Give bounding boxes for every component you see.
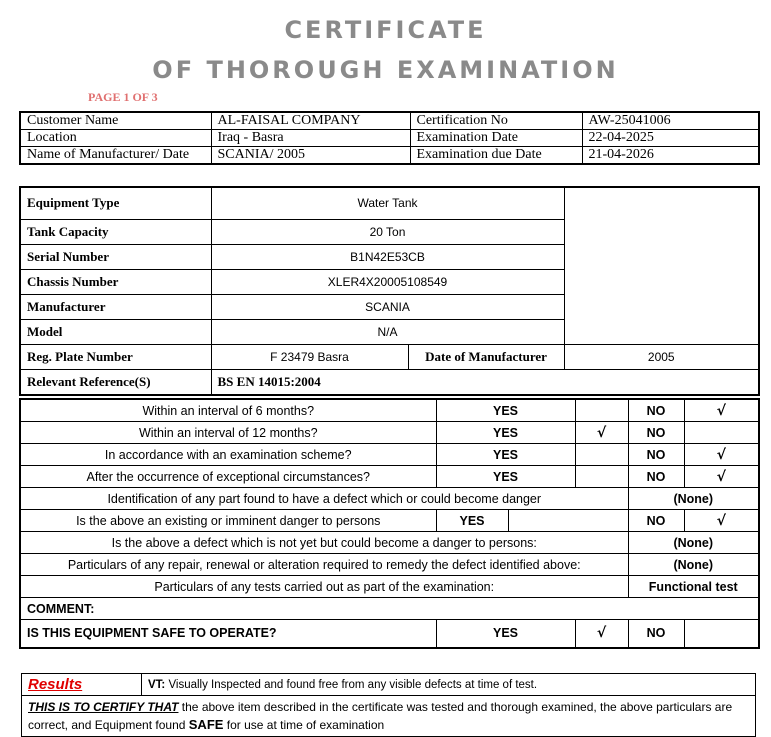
- none-value: (None): [628, 532, 759, 554]
- certification-statement: THIS IS TO CERTIFY THAT the above item described in the certificate was tested and thorough examined, the above particulars are correct, and Equipment found SAFE for use at time of examination: [22, 696, 756, 737]
- customer-name-label: Customer Name: [20, 112, 211, 130]
- tank-capacity: 20 Ton: [211, 219, 564, 244]
- equipment-table: [19, 186, 760, 396]
- comment-label: COMMENT:: [20, 598, 759, 620]
- no-label: NO: [628, 422, 684, 444]
- serial-number: B1N42E53CB: [211, 244, 564, 269]
- equipment-type-label: Equipment Type: [20, 187, 211, 219]
- question-repair-particulars: Particulars of any repair, renewal or alteration required to remedy the defect identified above:: [20, 554, 628, 576]
- yes-label: YES: [436, 620, 575, 648]
- manufacturer-date: SCANIA/ 2005: [211, 147, 410, 165]
- exam-date: 22-04-2025: [582, 130, 759, 147]
- relevant-reference-label: Relevant Reference(S): [20, 369, 211, 395]
- certificate-subtitle: OF THOROUGH EXAMINATION: [152, 56, 619, 84]
- date-of-manufacture: 2005: [564, 344, 759, 369]
- question-future-danger: Is the above a defect which is not yet but could become a danger to persons:: [20, 532, 628, 554]
- check-mark: √: [684, 444, 759, 466]
- yes-box: [575, 444, 628, 466]
- reg-plate: F 23479 Basra: [211, 344, 408, 369]
- tank-capacity-label: Tank Capacity: [20, 219, 211, 244]
- due-date: 21-04-2026: [582, 147, 759, 165]
- serial-number-label: Serial Number: [20, 244, 211, 269]
- examination-questions-table: [19, 398, 760, 649]
- certificate-title: CERTIFICATE: [284, 16, 487, 44]
- yes-box: [508, 510, 628, 532]
- none-value: (None): [628, 488, 759, 510]
- equipment-type: Water Tank: [211, 187, 564, 219]
- vt-result: VT: Visually Inspected and found free from any visible defects at time of test.: [142, 674, 756, 696]
- question-defect-identification: Identification of any part found to have a defect which or could become danger: [20, 488, 628, 510]
- manufacturer-name: SCANIA: [211, 294, 564, 319]
- check-mark: √: [684, 466, 759, 488]
- reg-plate-label: Reg. Plate Number: [20, 344, 211, 369]
- date-of-manufacture-label: Date of Manufacturer: [408, 344, 564, 369]
- yes-label: YES: [436, 466, 575, 488]
- no-box: [684, 620, 759, 648]
- yes-label: YES: [436, 399, 575, 422]
- question-exam-scheme: In accordance with an examination scheme?: [20, 444, 436, 466]
- check-mark: √: [684, 510, 759, 532]
- yes-box: [575, 466, 628, 488]
- model-label: Model: [20, 319, 211, 344]
- yes-label: YES: [436, 444, 575, 466]
- due-date-label: Examination due Date: [410, 147, 582, 165]
- no-label: NO: [628, 620, 684, 648]
- no-box: [684, 422, 759, 444]
- results-label: Results: [22, 674, 142, 696]
- yes-box: [575, 399, 628, 422]
- none-value: (None): [628, 554, 759, 576]
- chassis-number-label: Chassis Number: [20, 269, 211, 294]
- chassis-number: XLER4X20005108549: [211, 269, 564, 294]
- check-mark: √: [575, 422, 628, 444]
- location-label: Location: [20, 130, 211, 147]
- yes-label: YES: [436, 422, 575, 444]
- check-mark: √: [575, 620, 628, 648]
- yes-label: YES: [436, 510, 508, 532]
- results-table: [21, 673, 756, 737]
- question-6-months: Within an interval of 6 months?: [20, 399, 436, 422]
- customer-name: AL-FAISAL COMPANY: [211, 112, 410, 130]
- manufacturer-label: Name of Manufacturer/ Date: [20, 147, 211, 165]
- no-label: NO: [628, 510, 684, 532]
- model: N/A: [211, 319, 564, 344]
- page-label: PAGE 1 OF 3: [88, 90, 158, 104]
- question-12-months: Within an interval of 12 months?: [20, 422, 436, 444]
- manufacturer-name-label: Manufacturer: [20, 294, 211, 319]
- tests-value: Functional test: [628, 576, 759, 598]
- relevant-reference: BS EN 14015:2004: [211, 369, 759, 395]
- cert-no-label: Certification No: [410, 112, 582, 130]
- question-imminent-danger: Is the above an existing or imminent danger to persons: [20, 510, 436, 532]
- question-tests-carried-out: Particulars of any tests carried out as part of the examination:: [20, 576, 628, 598]
- cert-no: AW-25041006: [582, 112, 759, 130]
- safe-to-operate-question: IS THIS EQUIPMENT SAFE TO OPERATE?: [20, 620, 436, 648]
- no-label: NO: [628, 466, 684, 488]
- equipment-photo-area: [564, 187, 759, 344]
- header-table: [19, 111, 760, 165]
- no-label: NO: [628, 399, 684, 422]
- no-label: NO: [628, 444, 684, 466]
- check-mark: √: [684, 399, 759, 422]
- location: Iraq - Basra: [211, 130, 410, 147]
- question-exceptional: After the occurrence of exceptional circumstances?: [20, 466, 436, 488]
- exam-date-label: Examination Date: [410, 130, 582, 147]
